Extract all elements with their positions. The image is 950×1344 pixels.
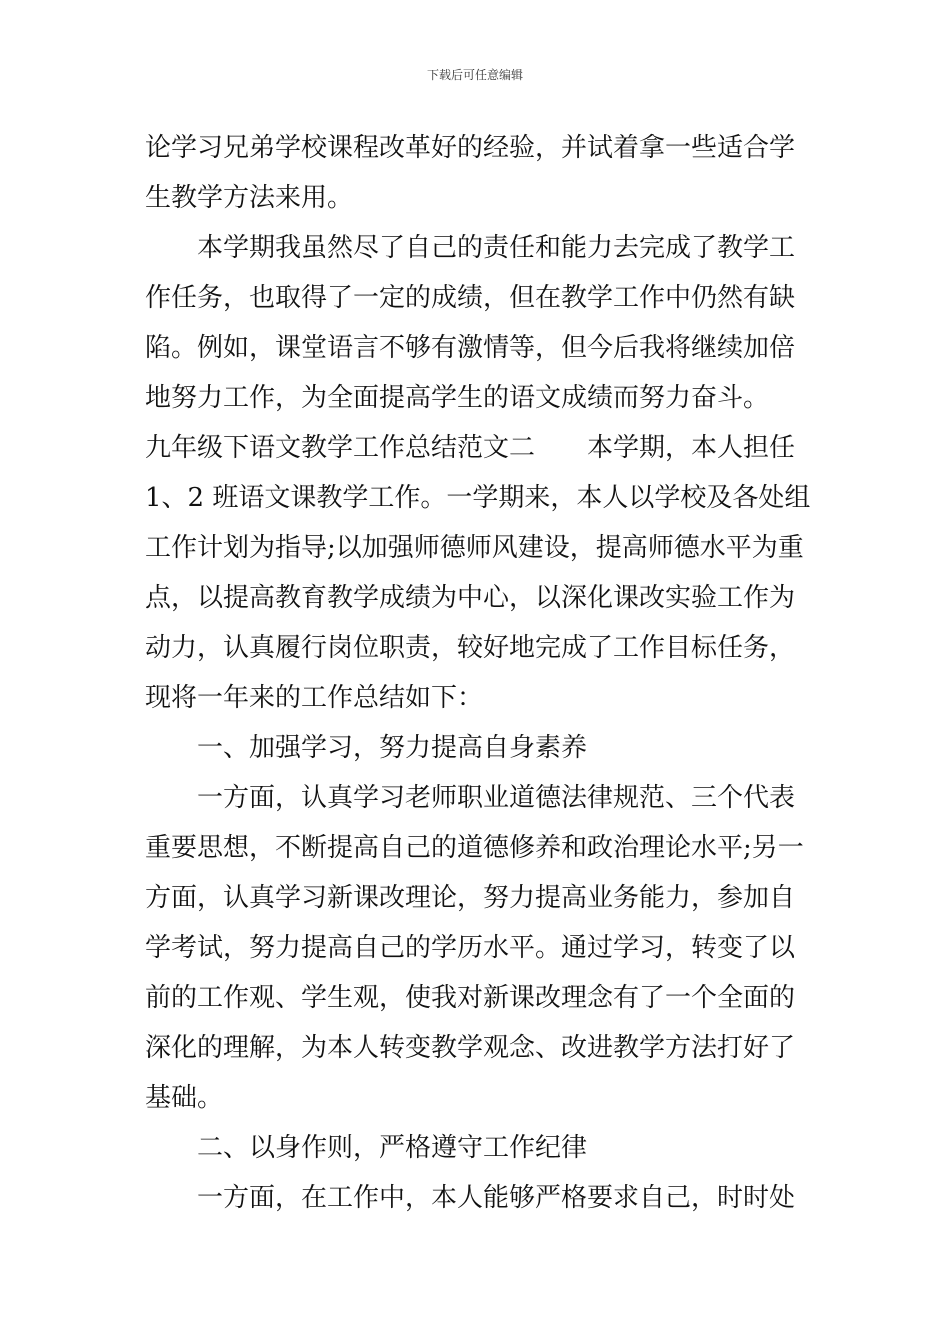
- text-line: 一方面，在工作中，本人能够严格要求自己，时时处: [197, 1183, 796, 1213]
- text-line: 作任务，也取得了一定的成绩，但在教学工作中仍然有缺: [145, 283, 796, 313]
- text-line: 一方面，认真学习老师职业道德法律规范、三个代表: [197, 783, 796, 813]
- text-line: 论学习兄弟学校课程改革好的经验，并试着拿一些适合学: [145, 133, 796, 163]
- heading-line: 二、以身作则，严格遵守工作纪律: [197, 1133, 588, 1163]
- text-line: 基础。: [145, 1083, 224, 1113]
- text-line: 地努力工作，为全面提高学生的语文成绩而努力奋斗。: [145, 383, 770, 413]
- header-note: 下载后可任意编辑: [426, 68, 523, 82]
- text-line: 方面，认真学习新课改理论，努力提高业务能力，参加自: [145, 883, 796, 913]
- text-line: 点，以提高教育教学成绩为中心，以深化课改实验工作为: [145, 583, 796, 613]
- text-line: 前的工作观、学生观，使我对新课改理念有了一个全面的: [145, 983, 796, 1013]
- text-line: 本学期我虽然尽了自己的责任和能力去完成了教学工: [197, 233, 796, 263]
- text-line: 工作计划为指导;以加强师德师风建设，提高师德水平为重: [145, 533, 804, 563]
- section-title-line: 九年级下语文教学工作总结范文二 本学期，本人担任: [145, 433, 796, 463]
- text-line: 重要思想，不断提高自己的道德修养和政治理论水平;另一: [145, 833, 804, 863]
- text-line: 学考试，努力提高自己的学历水平。通过学习，转变了以: [145, 933, 796, 963]
- text-line: 生教学方法来用。: [145, 183, 354, 213]
- heading-line: 一、加强学习，努力提高自身素养: [197, 733, 588, 763]
- text-line: 深化的理解，为本人转变教学观念、改进教学方法打好了: [145, 1033, 796, 1063]
- text-line: 现将一年来的工作总结如下：: [145, 683, 484, 713]
- text-line: 陷。例如，课堂语言不够有激情等，但今后我将继续加倍: [145, 333, 796, 363]
- text-line: 1、2 班语文课教学工作。一学期来，本人以学校及各处组: [145, 483, 811, 513]
- text-line: 动力，认真履行岗位职责，较好地完成了工作目标任务，: [145, 633, 796, 663]
